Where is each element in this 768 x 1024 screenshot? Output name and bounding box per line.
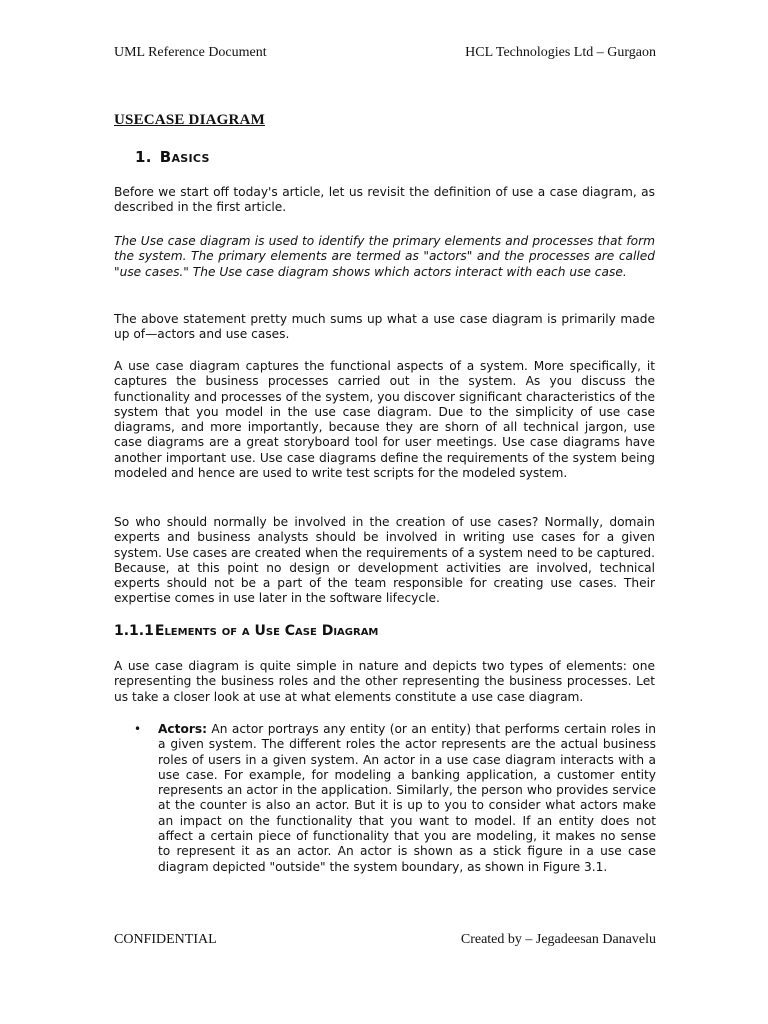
footer-author: Created by – Jegadeesan Danavelu bbox=[460, 932, 656, 947]
paragraph-elements-intro: A use case diagram is quite simple in nature and depicts two types of elements: one representing the business roles and the other representing the business processes. Let us take a closer look at use at what elements constitute a use case diagram. bbox=[114, 659, 655, 704]
bullet-icon: • bbox=[134, 722, 142, 736]
page-header bbox=[114, 45, 656, 61]
list-item-description: An actor portrays any entity (or an entity) that performs certain roles in a given system. The different roles the actor represents are the actual business roles of users in a given system. An actor in a use case diagram interacts with a use case. For example, for modeling a banking application, a customer entity represents an actor in the application. Similarly, the person who provides service at the counter is also an actor. But it is up to you to consider what actors make an impact on the functionality that you want to model. If an entity does not affect a certain piece of functionality that you are modeling, it makes no sense to represent it as an actor. An actor is shown as a stick figure in a use case diagram depicted "outside" the system boundary, as shown in Figure 3.1. bbox=[158, 722, 656, 874]
subsection-heading-elements bbox=[114, 623, 378, 639]
footer-confidential-label: CONFIDENTIAL bbox=[114, 932, 217, 947]
page-title: USECASE DIAGRAM bbox=[114, 112, 265, 128]
paragraph-definition-quote: The Use case diagram is used to identify the primary elements and processes that form the system. The primary elements are termed as "actors" and the processes are called "use cases." The Use case diagram shows which actors interact with each use case. bbox=[114, 234, 655, 279]
section-heading-basics bbox=[135, 148, 210, 166]
paragraph-intro: Before we start off today's article, let us revisit the definition of use a case diagram, as described in the first article. bbox=[114, 185, 655, 215]
header-document-title: UML Reference Document bbox=[114, 45, 267, 60]
paragraph-summary: The above statement pretty much sums up what a use case diagram is primarily made up of—actors and use cases. bbox=[114, 312, 655, 342]
section-number: 1. bbox=[135, 148, 152, 166]
list-item-term: Actors: bbox=[158, 722, 207, 736]
paragraph-who-involved: So who should normally be involved in the creation of use cases? Normally, domain experts and business analysts should be involved in writing use cases for a given system. Use cases are created when the requirements of a system need to be captured. Because, at this point no design or development activities are involved, technical experts should not be a part of the team responsible for creating use cases. Their expertise comes in use later in the software lifecycle. bbox=[114, 515, 655, 606]
list-item-text bbox=[158, 722, 656, 875]
paragraph-functional-aspects: A use case diagram captures the functional aspects of a system. More specifically, it captures the business processes carried out in the system. As you discuss the functionality and processes of the system, you discover significant characteristics of the system that you model in the use case diagram. Due to the simplicity of use case diagrams, and more importantly, because they are shorn of all technical jargon, use case diagrams are a great storyboard tool for user meetings. Use case diagrams have another important use. Use case diagrams define the requirements of the system being modeled and hence are used to write test scripts for the modeled system. bbox=[114, 359, 655, 481]
page-footer bbox=[114, 932, 656, 948]
section-title: Basics bbox=[159, 148, 210, 166]
header-company: HCL Technologies Ltd – Gurgaon bbox=[465, 45, 656, 60]
subsection-title: Elements of a Use Case Diagram bbox=[154, 623, 379, 639]
subsection-number: 1.1.1 bbox=[114, 623, 154, 639]
